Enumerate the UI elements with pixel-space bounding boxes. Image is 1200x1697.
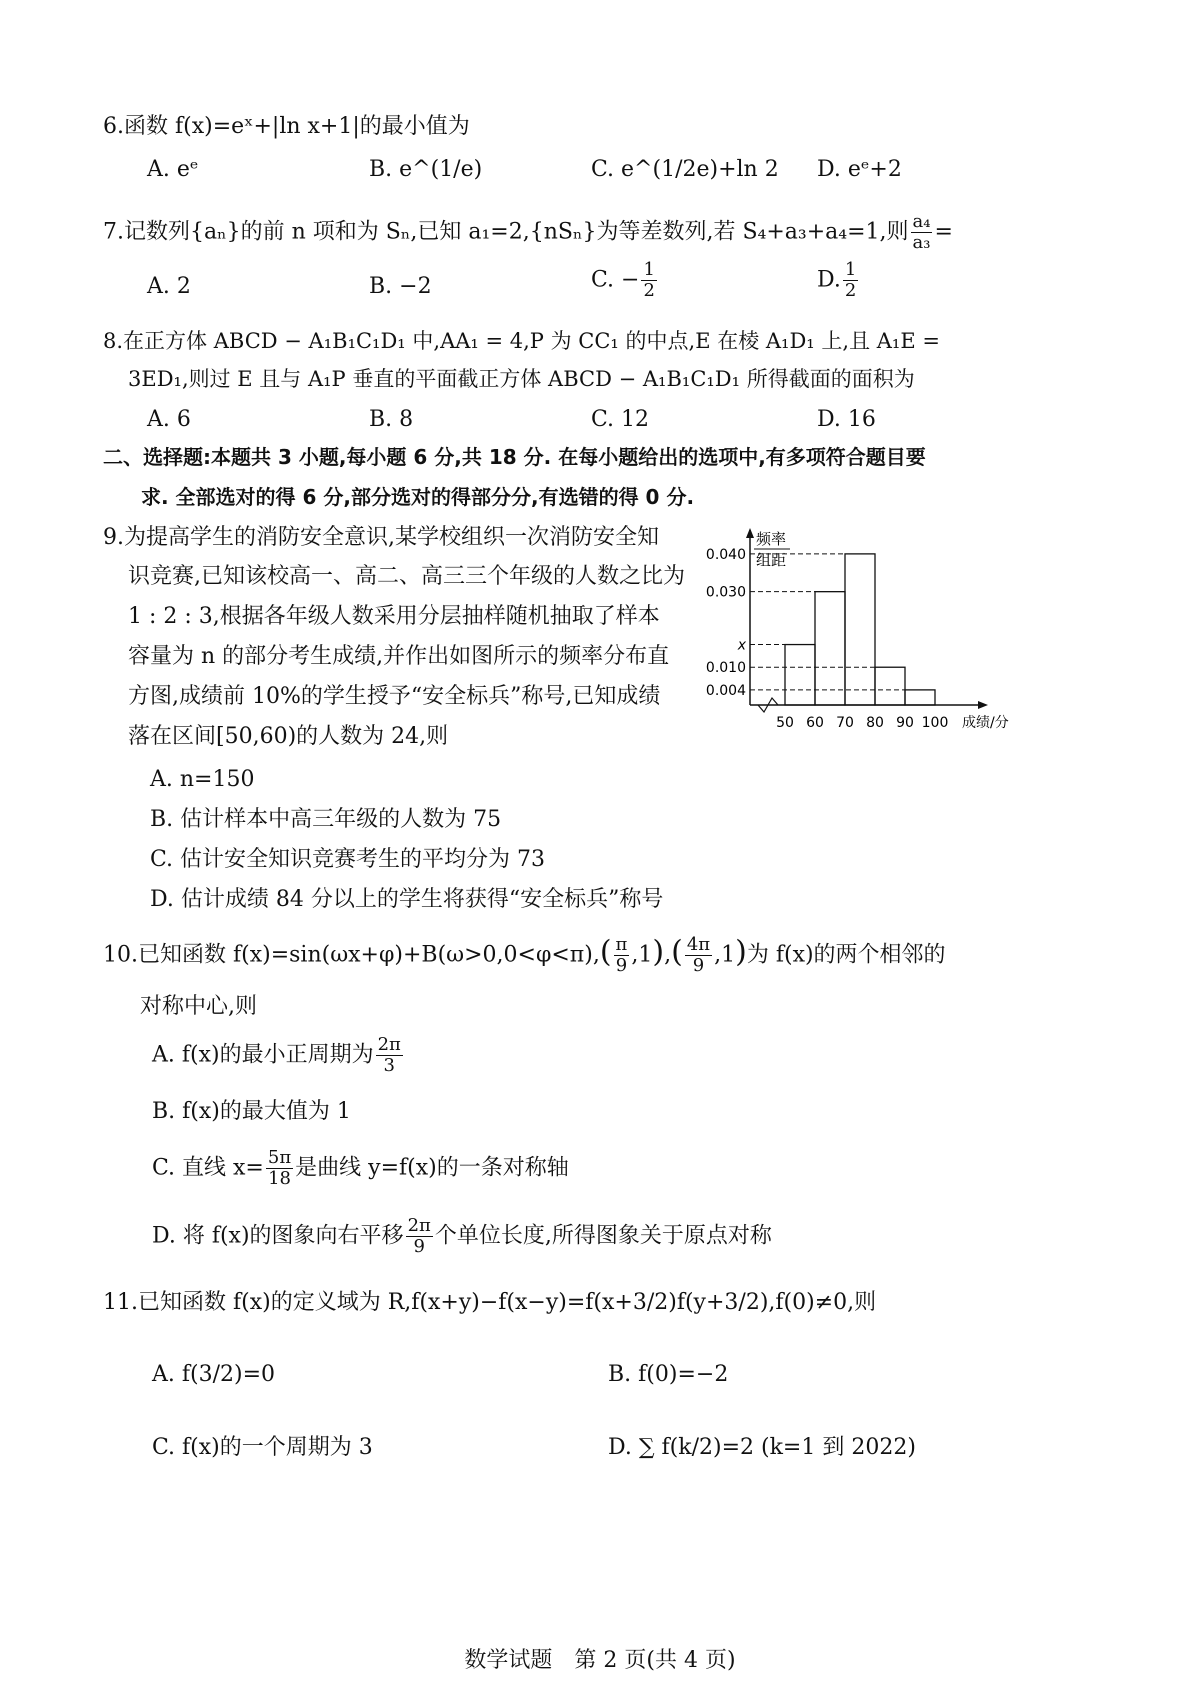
x-tick-label: 60 bbox=[806, 715, 824, 731]
section2-heading-cont: 求. 全部选对的得 6 分,部分选对的得部分分,有选错的得 0 分. bbox=[141, 485, 695, 509]
q11-option-d: D. ∑ f(k/2)=2 (k=1 到 2022) bbox=[608, 1435, 916, 1460]
histogram-bar bbox=[815, 592, 845, 705]
q11-option-a: A. f(3/2)=0 bbox=[152, 1362, 276, 1387]
q7-stem: 7.记数列{aₙ}的前 n 项和为 Sₙ,已知 a₁=2,{nSₙ}为等差数列,若 S₄+a₃+a₄=1,则 $\frac{\text{a₄}}{\text{a₃}}$ = bbox=[103, 211, 953, 253]
q7-option-a: A. 2 bbox=[147, 274, 191, 299]
q11-stem: 11.已知函数 f(x)的定义域为 R,f(x+y)−f(x−y)=f(x+3/2)f(y+3/2),f(0)≠0,则 bbox=[103, 1290, 877, 1315]
x-tick-label: 100 bbox=[921, 715, 949, 731]
y-tick-label: 0.010 bbox=[705, 660, 746, 677]
q7-fraction: $\frac{\text{a₄}}{\text{a₃}}$ bbox=[912, 211, 931, 253]
q6-option-d: D. eᵉ+2 bbox=[817, 157, 902, 182]
q9-option-c: C. 估计安全知识竞赛考生的平均分为 73 bbox=[150, 847, 546, 872]
page-footer: 数学试题 第 2 页(共 4 页) bbox=[464, 1648, 736, 1673]
x-axis-arrow bbox=[978, 701, 988, 709]
frequency-histogram bbox=[680, 520, 1040, 750]
histogram-bar bbox=[875, 667, 905, 705]
q11-option-b: B. f(0)=−2 bbox=[608, 1362, 729, 1387]
q7-option-c: C. − $\frac{1}{2}$ bbox=[591, 259, 655, 301]
y-tick-label: x bbox=[737, 637, 746, 654]
q10-option-a: A. f(x)的最小正周期为 $\frac{2\pi}{3}$ bbox=[152, 1034, 401, 1076]
x-tick-label: 70 bbox=[836, 715, 854, 731]
q8-line1: 8.在正方体 ABCD − A₁B₁C₁D₁ 中,AA₁ = 4,P 为 CC₁ 的中点,E 在棱 A₁D₁ 上,且 A₁E = bbox=[103, 329, 940, 353]
histogram-bar bbox=[845, 554, 875, 705]
y-tick-label: 0.040 bbox=[705, 546, 746, 563]
y-label-denominator: 组距 bbox=[756, 551, 787, 569]
q7-option-b: B. −2 bbox=[369, 274, 432, 299]
q9-line: 1 : 2 : 3,根据各年级人数采用分层抽样随机抽取了样本 bbox=[128, 604, 660, 629]
q8-line2: 3ED₁,则过 E 且与 A₁P 垂直的平面截正方体 ABCD − A₁B₁C₁D₁ 所得截面的面积为 bbox=[128, 367, 915, 391]
q7-option-d: D. $\frac{1}{2}$ bbox=[817, 259, 857, 301]
q8-option-d: D. 16 bbox=[817, 407, 876, 432]
q11-option-c: C. f(x)的一个周期为 3 bbox=[152, 1435, 373, 1460]
q10-option-d: D. 将 f(x)的图象向右平移 $\frac{2\pi}{9}$ 个单位长度,所得图象关于原点对称 bbox=[152, 1215, 772, 1257]
q10-stem-cont: 对称中心,则 bbox=[140, 994, 257, 1019]
y-axis-arrow bbox=[746, 528, 754, 538]
x-tick-label: 90 bbox=[896, 715, 914, 731]
y-tick-label: 0.004 bbox=[705, 682, 746, 699]
y-tick-label: 0.030 bbox=[705, 584, 746, 601]
x-axis-label: 成绩/分 bbox=[962, 715, 1009, 731]
x-tick-label: 50 bbox=[776, 715, 794, 731]
histogram-bar bbox=[785, 645, 815, 705]
q9-option-d: D. 估计成绩 84 分以上的学生将获得“安全标兵”称号 bbox=[150, 887, 664, 912]
y-label-numerator: 频率 bbox=[756, 530, 787, 548]
q9-line: 落在区间[50,60)的人数为 24,则 bbox=[128, 724, 449, 749]
q6-option-b: B. e^(1/e) bbox=[369, 157, 483, 182]
x-tick-label: 80 bbox=[866, 715, 884, 731]
q8-option-b: B. 8 bbox=[369, 407, 414, 432]
q10-stem: 10.已知函数 f(x)=sin(ωx+φ)+B(ω>0,0<φ<π),( $\frac{\pi}{9}$ ,1),( $\frac{4\pi}{9}$ ,1)为 f(x)的两个相邻的 bbox=[103, 934, 946, 976]
histogram-bar bbox=[905, 690, 935, 705]
q6-option-a: A. eᵉ bbox=[147, 157, 199, 182]
q9-line: 方图,成绩前 10%的学生授予“安全标兵”称号,已知成绩 bbox=[128, 684, 661, 709]
q6-stem: 6.函数 f(x)=eˣ+|ln x+1|的最小值为 bbox=[103, 114, 470, 139]
q7-stem-text: 7.记数列{aₙ}的前 n 项和为 Sₙ,已知 a₁=2,{nSₙ}为等差数列,若 S₄+a₃+a₄=1,则 bbox=[103, 219, 909, 245]
q9-line: 识竞赛,已知该校高一、高二、高三三个年级的人数之比为 bbox=[128, 564, 685, 589]
q10-option-c: C. 直线 x= $\frac{5\pi}{18}$ 是曲线 y=f(x)的一条对称轴 bbox=[152, 1147, 569, 1189]
q9-line: 9.为提高学生的消防安全意识,某学校组织一次消防安全知 bbox=[103, 525, 659, 550]
q9-option-a: A. n=150 bbox=[150, 767, 255, 792]
q8-option-a: A. 6 bbox=[147, 407, 191, 432]
q8-option-c: C. 12 bbox=[591, 407, 650, 432]
q9-line: 容量为 n 的部分考生成绩,并作出如图所示的频率分布直 bbox=[128, 644, 670, 669]
q9-option-b: B. 估计样本中高三年级的人数为 75 bbox=[150, 807, 502, 832]
section2-heading: 二、选择题:本题共 3 小题,每小题 6 分,共 18 分. 在每小题给出的选项中,有多项符合题目要 bbox=[103, 445, 926, 469]
q10-option-b: B. f(x)的最大值为 1 bbox=[152, 1099, 351, 1124]
q6-option-c: C. e^(1/2e)+ln 2 bbox=[591, 157, 779, 182]
